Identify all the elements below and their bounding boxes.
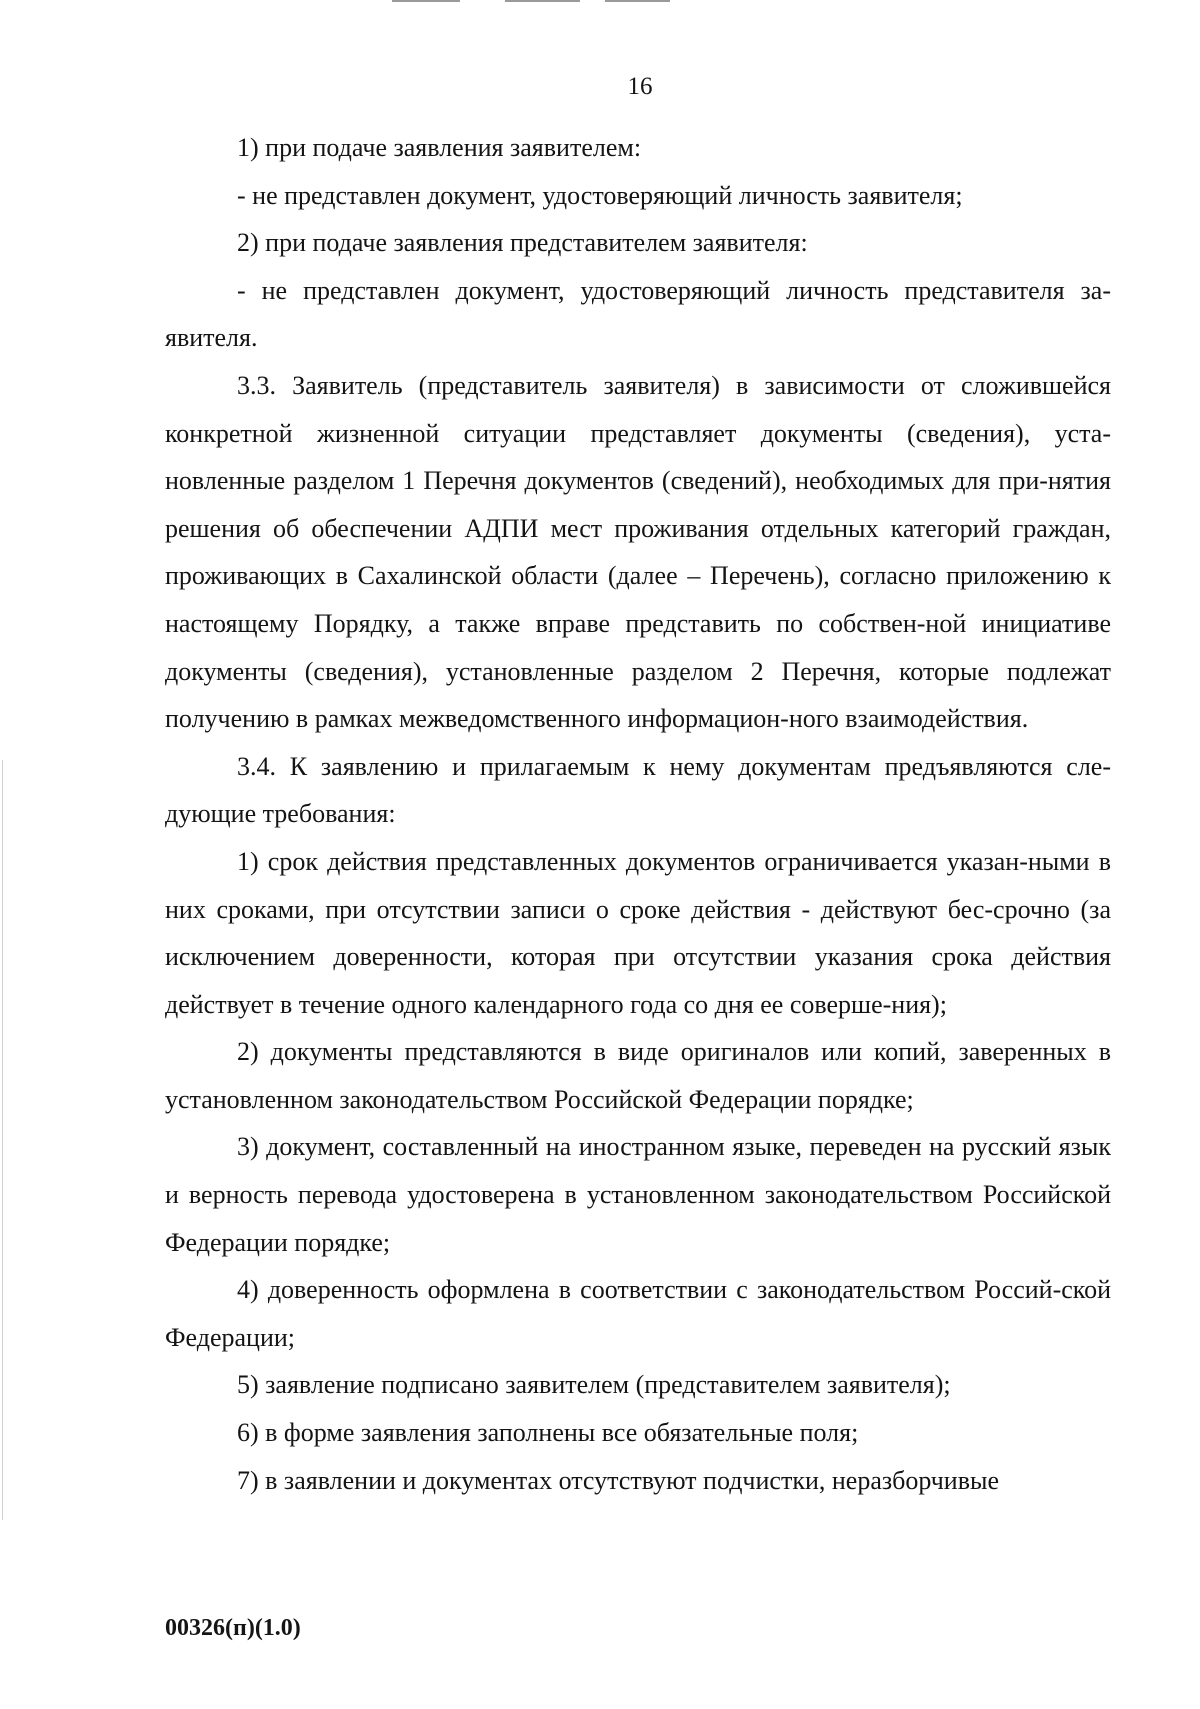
- paragraph: - не представлен документ, удостоверяющий личность заявителя;: [237, 180, 963, 210]
- paragraph: 3.4. К заявлению и прилагаемым к нему документам предъявляются сле-дующие требования:: [165, 751, 1111, 829]
- document-body: [165, 124, 1111, 1504]
- paragraph: 3) документ, составленный на иностранном языке, переведен на русский язык и верность перевода удостоверена в установленном законодательством Российской Федерации порядке;: [165, 1132, 1111, 1257]
- paragraph: 5) заявление подписано заявителем (представителем заявителя);: [237, 1370, 951, 1400]
- paragraph: - не представлен документ, удостоверяющий личность представителя за-явителя.: [165, 275, 1111, 353]
- scan-edge: [2, 760, 3, 1520]
- scan-artifact-line: [392, 0, 460, 2]
- document-code: 00326(п)(1.0): [165, 1615, 301, 1641]
- paragraph: 4) доверенность оформлена в соответствии с законодательством Россий-ской Федерации;: [165, 1275, 1111, 1352]
- page-number: 16: [627, 73, 653, 100]
- paragraph: 7) в заявлении и документах отсутствуют подчистки, неразборчивые: [237, 1465, 999, 1495]
- paragraph: 2) при подаче заявления представителем заявителя:: [237, 228, 808, 258]
- paragraph: 3.3. Заявитель (представитель заявителя) в зависимости от сложившейся конкретной жизненной ситуации представляет документы (сведения), уста-новленные разделом 1 Перечня документов (сведений), необходимых для при-нятия решения об обеспечении АДПИ мест проживания отдельных категорий граждан, проживающих в Сахалинской области (далее – Перечень), согласно приложению к настоящему Порядку, а также вправе представить по собствен-ной инициативе документы (сведения), установленные разделом 2 Перечня, которые подлежат получению в рамках межведомственного информацион-ного взаимодействия.: [165, 370, 1111, 734]
- paragraph: 2) документы представляются в виде оригиналов или копий, заверенных в установленном законодательством Российской Федерации порядке;: [165, 1037, 1111, 1114]
- scan-artifact-line: [505, 0, 580, 2]
- paragraph: 1) срок действия представленных документов ограничивается указан-ными в них сроками, при отсутствии записи о сроке действия - действуют бес-срочно (за исключением доверенности, которая при отсутствии указания срока действия действует в течение одного календарного года со дня ее соверше-ния);: [165, 846, 1111, 1019]
- scan-artifact-line: [605, 0, 670, 2]
- paragraph: 1) при подаче заявления заявителем:: [237, 133, 642, 162]
- paragraph: 6) в форме заявления заполнены все обязательные поля;: [237, 1418, 859, 1448]
